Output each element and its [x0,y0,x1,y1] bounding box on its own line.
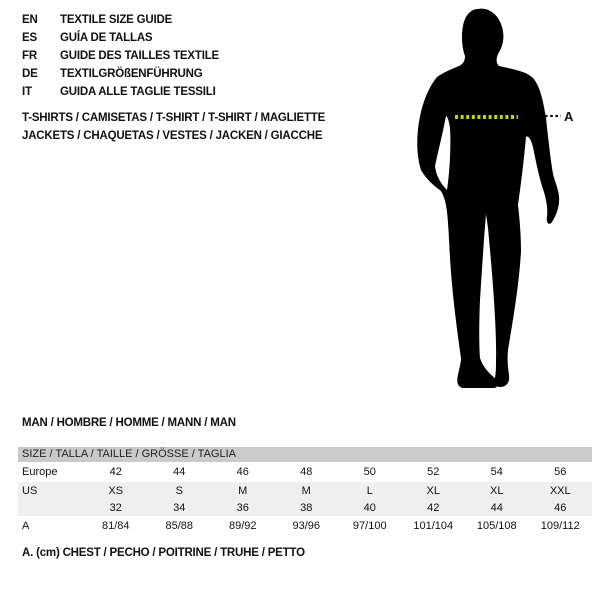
table-cell: 93/96 [292,519,321,532]
language-list [22,11,219,101]
table-cell: 50 [363,466,376,478]
table-cell: 105/108 [476,519,517,532]
table-cell: 54 [490,466,503,478]
size-table-header: SIZE / TALLA / TAILLE / GRÖSSE / TAGLIA [18,447,592,462]
table-cell: 42 [109,466,122,478]
table-cell: 109/112 [540,519,580,532]
category-tshirts: T-SHIRTS / CAMISETAS / T-SHIRT / T-SHIRT / MAGLIETTE [22,112,326,124]
language-row-it [22,83,219,101]
table-cell: 42 [427,501,440,514]
table-cell: 89/92 [228,519,257,532]
language-code: FR [22,50,37,62]
language-label: TEXTILGRÖßENFÜHRUNG [60,68,203,80]
table-cell: XL [490,484,504,497]
table-cell: 52 [427,466,440,478]
table-cell: L [366,484,373,497]
table-cell: 32 [109,501,122,514]
table-row-us-letters [18,482,592,499]
table-cell: 81/84 [101,519,130,532]
size-table [18,447,592,535]
table-cell: XS [108,484,124,497]
table-cell: 34 [173,501,186,514]
table-cell: M [301,484,311,497]
table-cell: 101/104 [413,519,454,532]
table-cell: 44 [490,501,503,514]
table-cell: 46 [554,501,567,514]
language-label: GUÍA DE TALLAS [60,32,153,44]
language-code: EN [22,14,38,26]
category-jackets: JACKETS / CHAQUETAS / VESTES / JACKEN / GIACCHE [22,130,323,142]
gender-heading: MAN / HOMBRE / HOMME / MANN / MAN [22,417,236,429]
row-label: A [22,519,30,532]
table-cell: 85/88 [165,519,194,532]
table-cell: 48 [300,466,313,478]
table-band-us [18,482,592,516]
table-row-us-numbers [18,499,592,516]
table-cell: 56 [554,466,567,478]
table-cell: 40 [363,501,376,514]
table-cell: XL [426,484,440,497]
row-label: Europe [22,466,58,478]
table-row-europe [18,462,592,482]
measurement-label-a: A [564,109,574,124]
measurement-note: A. (cm) CHEST / PECHO / POITRINE / TRUHE / PETTO [22,547,305,559]
man-silhouette-body [417,9,559,388]
table-cell: 36 [236,501,249,514]
table-cell: 46 [236,466,249,478]
language-code: IT [22,86,32,98]
table-cell: XXL [549,484,571,497]
language-label: GUIDE DES TAILLES TEXTILE [60,50,219,62]
table-cell: 38 [300,501,313,514]
table-cell: S [175,484,183,497]
language-row-en [22,11,219,29]
language-row-fr [22,47,219,65]
language-row-es [22,29,219,47]
row-label: US [22,484,38,497]
language-code: ES [22,32,37,44]
language-label: TEXTILE SIZE GUIDE [60,14,173,26]
category-list [22,109,325,145]
table-cell: M [238,484,248,497]
language-row-de [22,65,219,83]
pocket-notch [435,116,450,190]
table-cell: 44 [173,466,186,478]
table-row-a-chest [18,516,592,535]
language-label: GUIDA ALLE TAGLIE TESSILI [60,86,216,98]
language-code: DE [22,68,38,80]
table-cell: 97/100 [352,519,387,532]
